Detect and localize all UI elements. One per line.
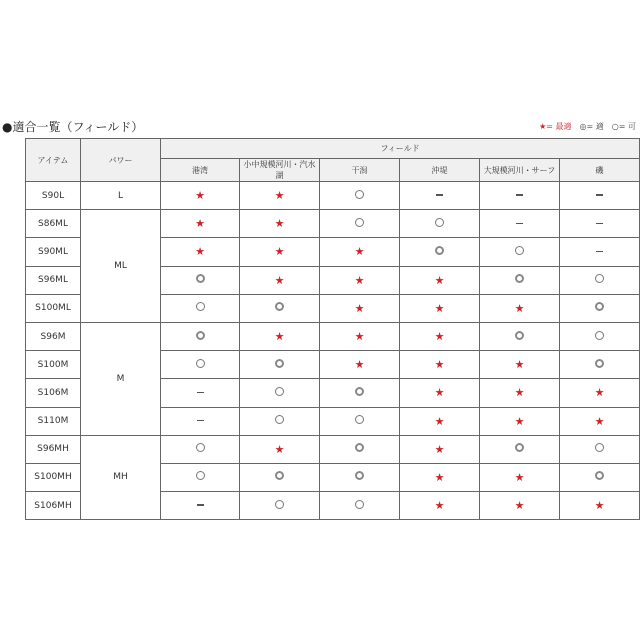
- star-icon: ★: [274, 330, 285, 344]
- legend-acceptable: ○= 可: [611, 122, 636, 131]
- power-cell: M: [81, 322, 161, 435]
- rating-cell: [480, 463, 560, 491]
- rating-cell: [240, 407, 320, 435]
- rating-cell: [240, 435, 320, 463]
- table-row: [26, 435, 640, 463]
- header-field-0: 港湾: [161, 159, 240, 182]
- item-cell: S86ML: [26, 210, 81, 238]
- rating-cell: [240, 210, 320, 238]
- dash-icon: [197, 504, 204, 506]
- rating-cell: [161, 238, 240, 266]
- rating-cell: [480, 266, 560, 294]
- rating-cell: [480, 210, 560, 238]
- circle-icon: [275, 387, 284, 396]
- star-icon: ★: [195, 245, 205, 259]
- rating-cell: [240, 492, 320, 520]
- rating-cell: [560, 182, 640, 210]
- double-circle-icon: [355, 443, 364, 452]
- rating-cell: [560, 379, 640, 407]
- circle-icon: [196, 443, 205, 452]
- circle-icon: [595, 443, 604, 452]
- rating-cell: [400, 407, 480, 435]
- rating-cell: [400, 322, 480, 350]
- circle-icon: [595, 274, 604, 283]
- star-icon: ★: [354, 301, 365, 315]
- legend: [539, 121, 636, 132]
- star-icon: ★: [274, 245, 285, 259]
- double-circle-icon: [355, 387, 364, 396]
- rating-cell: [161, 294, 240, 322]
- rating-cell: [161, 435, 240, 463]
- double-circle-icon: [275, 302, 284, 311]
- star-icon: ★: [434, 442, 445, 456]
- double-circle-icon: [435, 246, 444, 255]
- double-circle-icon: [355, 471, 364, 480]
- star-icon: ★: [434, 330, 445, 344]
- star-icon: ★: [354, 273, 365, 287]
- page-title: ●適合一覧（フィールド）: [2, 120, 144, 134]
- rating-cell: [161, 351, 240, 379]
- double-circle-icon: [275, 359, 284, 368]
- header-field-4: 大規模河川・サーフ: [480, 159, 560, 182]
- header-field: フィールド: [161, 139, 640, 159]
- star-icon: ★: [434, 499, 445, 513]
- rating-cell: [161, 407, 240, 435]
- dash-icon: [516, 194, 523, 196]
- header-field-3: 沖堤: [400, 159, 480, 182]
- star-icon: ★: [354, 358, 365, 372]
- item-cell: S90ML: [26, 238, 81, 266]
- item-cell: S106MH: [26, 492, 81, 520]
- rating-cell: [320, 435, 400, 463]
- rating-cell: [560, 238, 640, 266]
- rating-cell: [161, 266, 240, 294]
- rating-cell: [320, 238, 400, 266]
- circle-icon: [355, 190, 364, 199]
- header-item: アイテム: [26, 139, 81, 182]
- rating-cell: [480, 435, 560, 463]
- rating-cell: [560, 492, 640, 520]
- table-row: [26, 182, 640, 210]
- header-field-2: 干潟: [320, 159, 400, 182]
- double-circle-icon: [196, 331, 205, 340]
- rating-cell: [320, 379, 400, 407]
- rating-cell: [320, 407, 400, 435]
- item-cell: S100ML: [26, 294, 81, 322]
- rating-cell: [480, 407, 560, 435]
- power-cell: ML: [81, 210, 161, 323]
- rating-cell: [560, 294, 640, 322]
- double-circle-icon: [275, 471, 284, 480]
- double-circle-icon: [515, 331, 524, 340]
- rating-cell: [161, 210, 240, 238]
- rating-cell: [480, 379, 560, 407]
- table-row: [26, 322, 640, 350]
- star-icon: ★: [434, 386, 445, 400]
- power-cell: L: [81, 182, 161, 210]
- star-icon: ★: [514, 499, 525, 513]
- star-icon: ★: [434, 470, 445, 484]
- rating-cell: [480, 351, 560, 379]
- rating-cell: [560, 407, 640, 435]
- dash-icon: [436, 194, 443, 196]
- circle-icon: [355, 500, 364, 509]
- star-icon: ★: [434, 301, 445, 315]
- star-icon: ★: [514, 358, 525, 372]
- header-power: パワー: [81, 139, 161, 182]
- rating-cell: [400, 379, 480, 407]
- rating-cell: [560, 463, 640, 491]
- rating-cell: [320, 266, 400, 294]
- item-cell: S96MH: [26, 435, 81, 463]
- circle-icon: [595, 331, 604, 340]
- rating-cell: [320, 351, 400, 379]
- rating-cell: [161, 379, 240, 407]
- item-cell: S106M: [26, 379, 81, 407]
- legend-best: ★= 最適: [539, 122, 572, 131]
- rating-cell: [161, 322, 240, 350]
- star-icon: ★: [514, 386, 525, 400]
- star-icon: ★: [594, 414, 605, 428]
- rating-cell: [240, 379, 320, 407]
- rating-cell: [400, 238, 480, 266]
- rating-cell: [560, 435, 640, 463]
- star-icon: ★: [354, 330, 365, 344]
- rating-cell: [560, 210, 640, 238]
- star-icon: ★: [274, 217, 285, 231]
- circle-icon: [196, 471, 205, 480]
- rating-cell: [320, 492, 400, 520]
- rating-cell: [240, 266, 320, 294]
- star-icon: ★: [514, 301, 525, 315]
- dash-icon: [197, 392, 204, 394]
- rating-cell: [400, 492, 480, 520]
- circle-icon: [355, 415, 364, 424]
- star-icon: ★: [434, 273, 445, 287]
- compatibility-table: [25, 138, 640, 520]
- dash-icon: [596, 223, 603, 225]
- rating-cell: [161, 492, 240, 520]
- rating-cell: [240, 463, 320, 491]
- rating-cell: [400, 435, 480, 463]
- rating-cell: [240, 182, 320, 210]
- rating-cell: [400, 210, 480, 238]
- double-circle-icon: [595, 471, 604, 480]
- rating-cell: [400, 182, 480, 210]
- legend-suitable: ◎= 適: [579, 122, 604, 131]
- double-circle-icon: [196, 274, 205, 283]
- item-cell: S90L: [26, 182, 81, 210]
- rating-cell: [320, 210, 400, 238]
- rating-cell: [240, 294, 320, 322]
- dash-icon: [596, 251, 603, 253]
- dash-icon: [516, 223, 523, 225]
- rating-cell: [240, 238, 320, 266]
- rating-cell: [480, 322, 560, 350]
- header-field-5: 磯: [560, 159, 640, 182]
- item-cell: S96ML: [26, 266, 81, 294]
- rating-cell: [320, 294, 400, 322]
- rating-cell: [320, 322, 400, 350]
- item-cell: S100MH: [26, 463, 81, 491]
- rating-cell: [480, 294, 560, 322]
- power-cell: MH: [81, 435, 161, 520]
- star-icon: ★: [195, 217, 205, 231]
- table-row: [26, 210, 640, 238]
- item-cell: S110M: [26, 407, 81, 435]
- double-circle-icon: [595, 302, 604, 311]
- circle-icon: [435, 218, 444, 227]
- dash-icon: [596, 194, 603, 196]
- rating-cell: [400, 266, 480, 294]
- rating-cell: [560, 266, 640, 294]
- double-circle-icon: [595, 359, 604, 368]
- star-icon: ★: [195, 189, 205, 203]
- rating-cell: [560, 351, 640, 379]
- rating-cell: [400, 463, 480, 491]
- star-icon: ★: [274, 189, 285, 203]
- rating-cell: [480, 492, 560, 520]
- rating-cell: [161, 182, 240, 210]
- star-icon: ★: [594, 386, 605, 400]
- star-icon: ★: [354, 245, 365, 259]
- circle-icon: [355, 218, 364, 227]
- circle-icon: [515, 246, 524, 255]
- dash-icon: [197, 420, 204, 422]
- item-cell: S100M: [26, 351, 81, 379]
- double-circle-icon: [515, 443, 524, 452]
- rating-cell: [400, 294, 480, 322]
- double-circle-icon: [515, 274, 524, 283]
- circle-icon: [275, 500, 284, 509]
- rating-cell: [161, 463, 240, 491]
- star-icon: ★: [274, 442, 285, 456]
- star-icon: ★: [514, 470, 525, 484]
- star-icon: ★: [434, 414, 445, 428]
- header-field-1: 小中規模河川・汽水湖: [240, 159, 320, 182]
- star-icon: ★: [594, 499, 605, 513]
- rating-cell: [320, 182, 400, 210]
- star-icon: ★: [434, 358, 445, 372]
- star-icon: ★: [514, 414, 525, 428]
- circle-icon: [275, 415, 284, 424]
- rating-cell: [240, 322, 320, 350]
- star-icon: ★: [274, 273, 285, 287]
- rating-cell: [480, 238, 560, 266]
- circle-icon: [196, 302, 205, 311]
- rating-cell: [560, 322, 640, 350]
- circle-icon: [196, 359, 205, 368]
- rating-cell: [320, 463, 400, 491]
- rating-cell: [240, 351, 320, 379]
- rating-cell: [400, 351, 480, 379]
- rating-cell: [480, 182, 560, 210]
- item-cell: S96M: [26, 322, 81, 350]
